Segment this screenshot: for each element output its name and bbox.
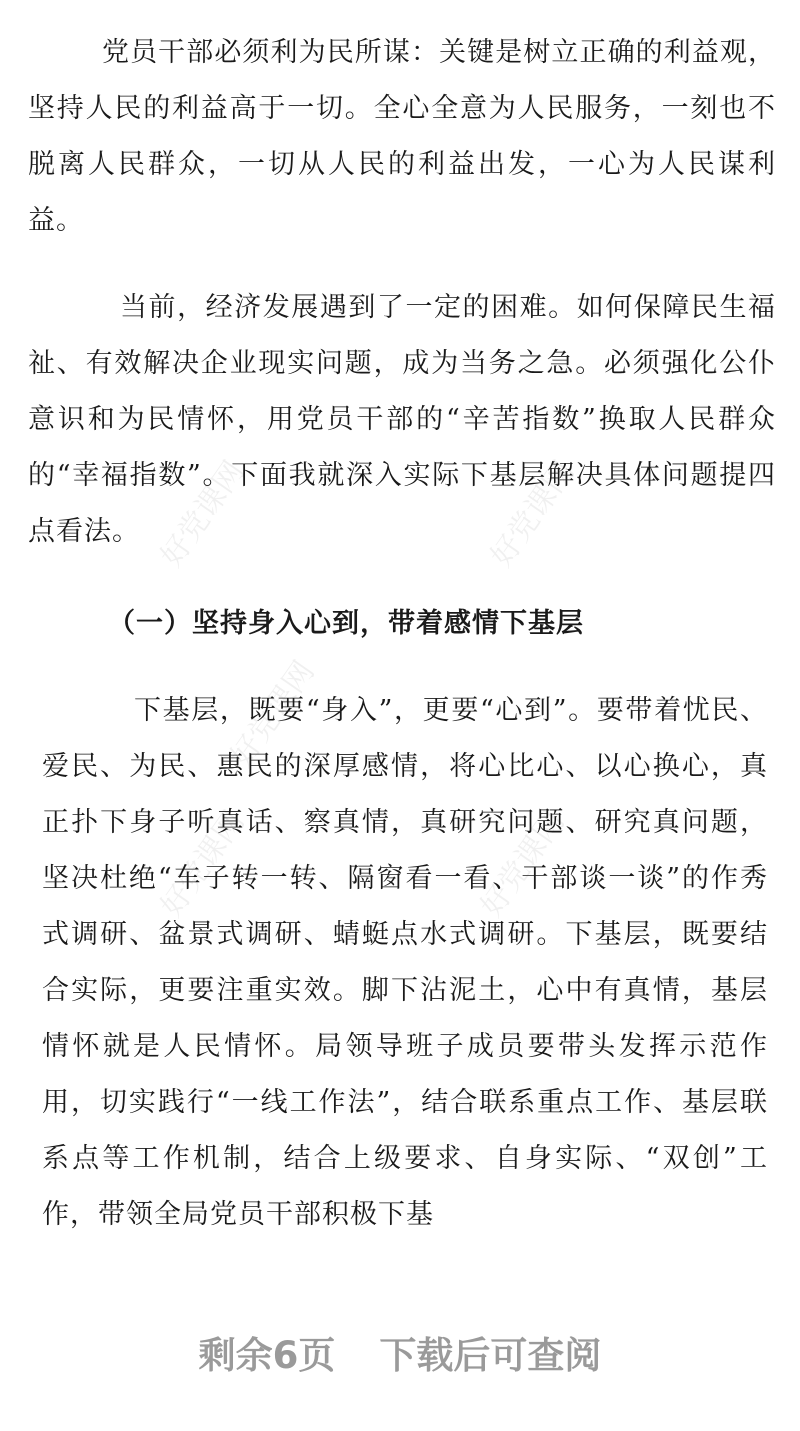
watermark: 好党课网 [474,804,572,924]
watermark: 好党课网 [224,654,322,774]
paragraph-grassroots: 下基层，既要“身入”，更要“心到”。要带着忧民、爱民、为民、惠民的深厚感情，将心比心、以心换心，真正扑下身子听真话、察真情，真研究问题、研究真问题，坚决杜绝“车子转一转、隔窗看一看、干部谈一谈”的作秀式调研、盆景式调研、蜻蜓点水式调研。下基层，既要结合实际，更要注重实效。脚下沾泥土，心中有真情，基层情怀就是人民情怀。局领导班子成员要带头发挥示范作用，切实践行“一线工作法”，结合联系重点工作、基层联系点等工作机制，结合上级要求、自身实际、“双创”工作，带领全局党员干部积极下基 [42,695,768,1230]
watermark: 好党课网 [484,454,582,574]
watermark: 好党课网 [154,804,252,924]
paragraph-current-situation: 当前，经济发展遇到了一定的困难。如何保障民生福祉、有效解决企业现实问题，成为当务之急。必须强化公仆意识和为民情怀，用党员干部的“辛苦指数”换取人民群众的“幸福指数”。下面我就深入实际下基层解决具体问题提四点看法。 [28,292,776,547]
download-prompt[interactable] [0,1328,800,1384]
watermark: 好党课网 [154,454,252,574]
remaining-pages-label: 剩余6页 [198,1334,336,1377]
download-to-view-label: 下载后可查阅 [379,1334,602,1377]
paragraph-interest-view: 党员干部必须利为民所谋：关键是树立正确的利益观，坚持人民的利益高于一切。全心全意为人民服务，一刻也不脱离人民群众，一切从人民的利益出发，一心为人民谋利益。 [28,37,776,236]
section-heading-1: （一）坚持身入心到，带着感情下基层 [108,608,584,639]
